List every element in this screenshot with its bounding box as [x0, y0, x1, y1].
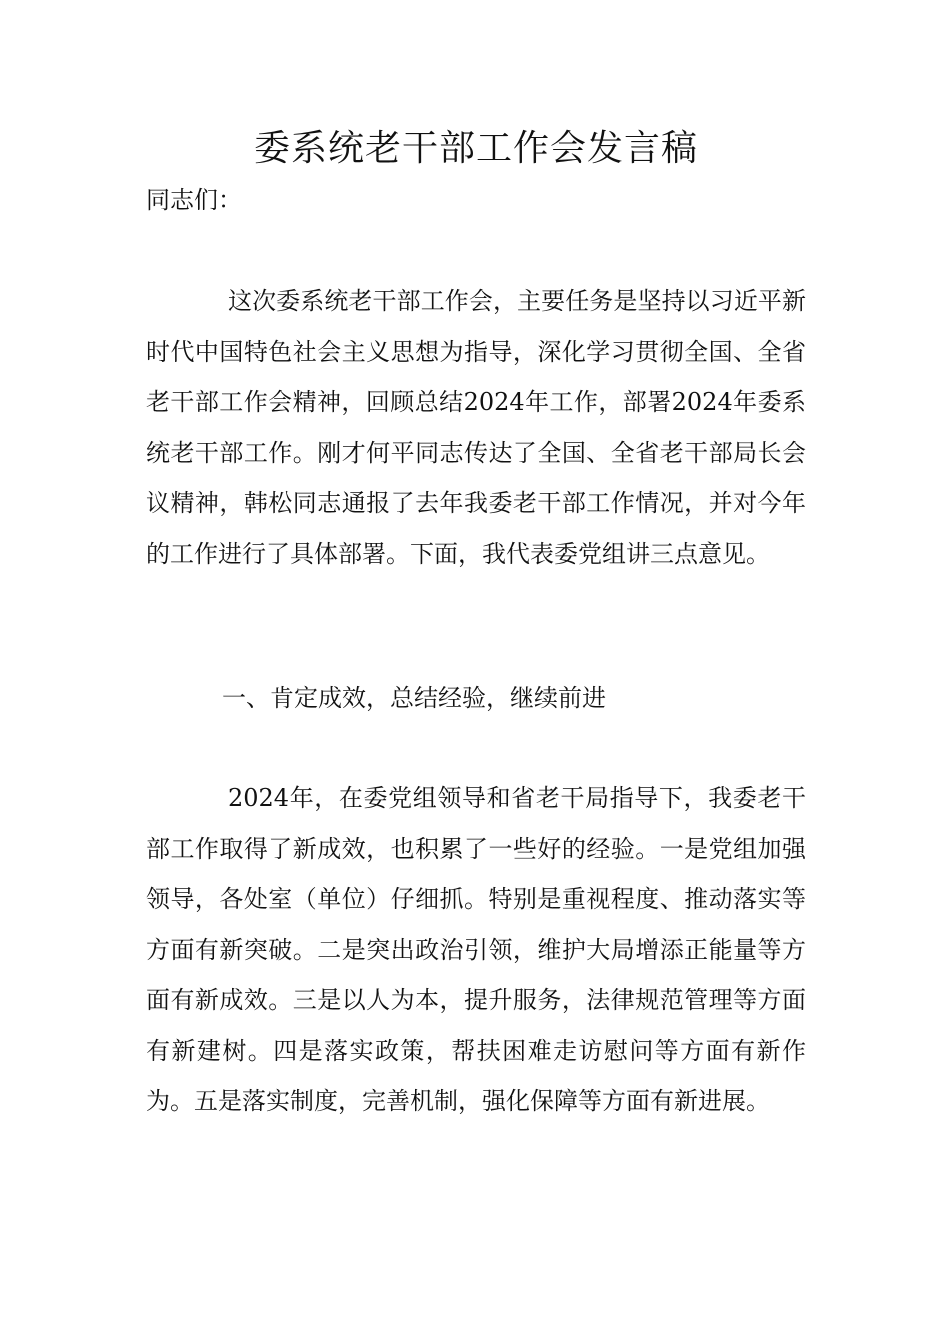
salutation: 同志们： — [146, 186, 242, 214]
paragraph-intro: 这次委系统老干部工作会，主要任务是坚持以习近平新时代中国特色社会主义思想为指导，深化学习贯彻全国、全省老干部工作会精神，回顾总结2024年工作，部署2024年委系统老干部工作。刚才何平同志传达了全国、全省老干部局长会议精神，韩松同志通报了去年我委老干部工作情况，并对今年的工作进行了具体部署。下面，我代表委党组讲三点意见。 — [146, 287, 806, 568]
paragraph-achievements: 2024年，在委党组领导和省老干局指导下，我委老干部工作取得了新成效，也积累了一些好的经验。一是党组加强领导，各处室（单位）仔细抓。特别是重视程度、推动落实等方面有新突破。二是突出政治引领，维护大局增添正能量等方面有新成效。三是以人为本，提升服务，法律规范管理等方面有新建树。四是落实政策，帮扶困难走访慰问等方面有新作为。五是落实制度，完善机制，强化保障等方面有新进展。 — [146, 784, 806, 1115]
document-title: 委系统老干部工作会发言稿 — [253, 128, 698, 169]
section-heading-1: 一、肯定成效，总结经验，继续前进 — [222, 684, 606, 712]
